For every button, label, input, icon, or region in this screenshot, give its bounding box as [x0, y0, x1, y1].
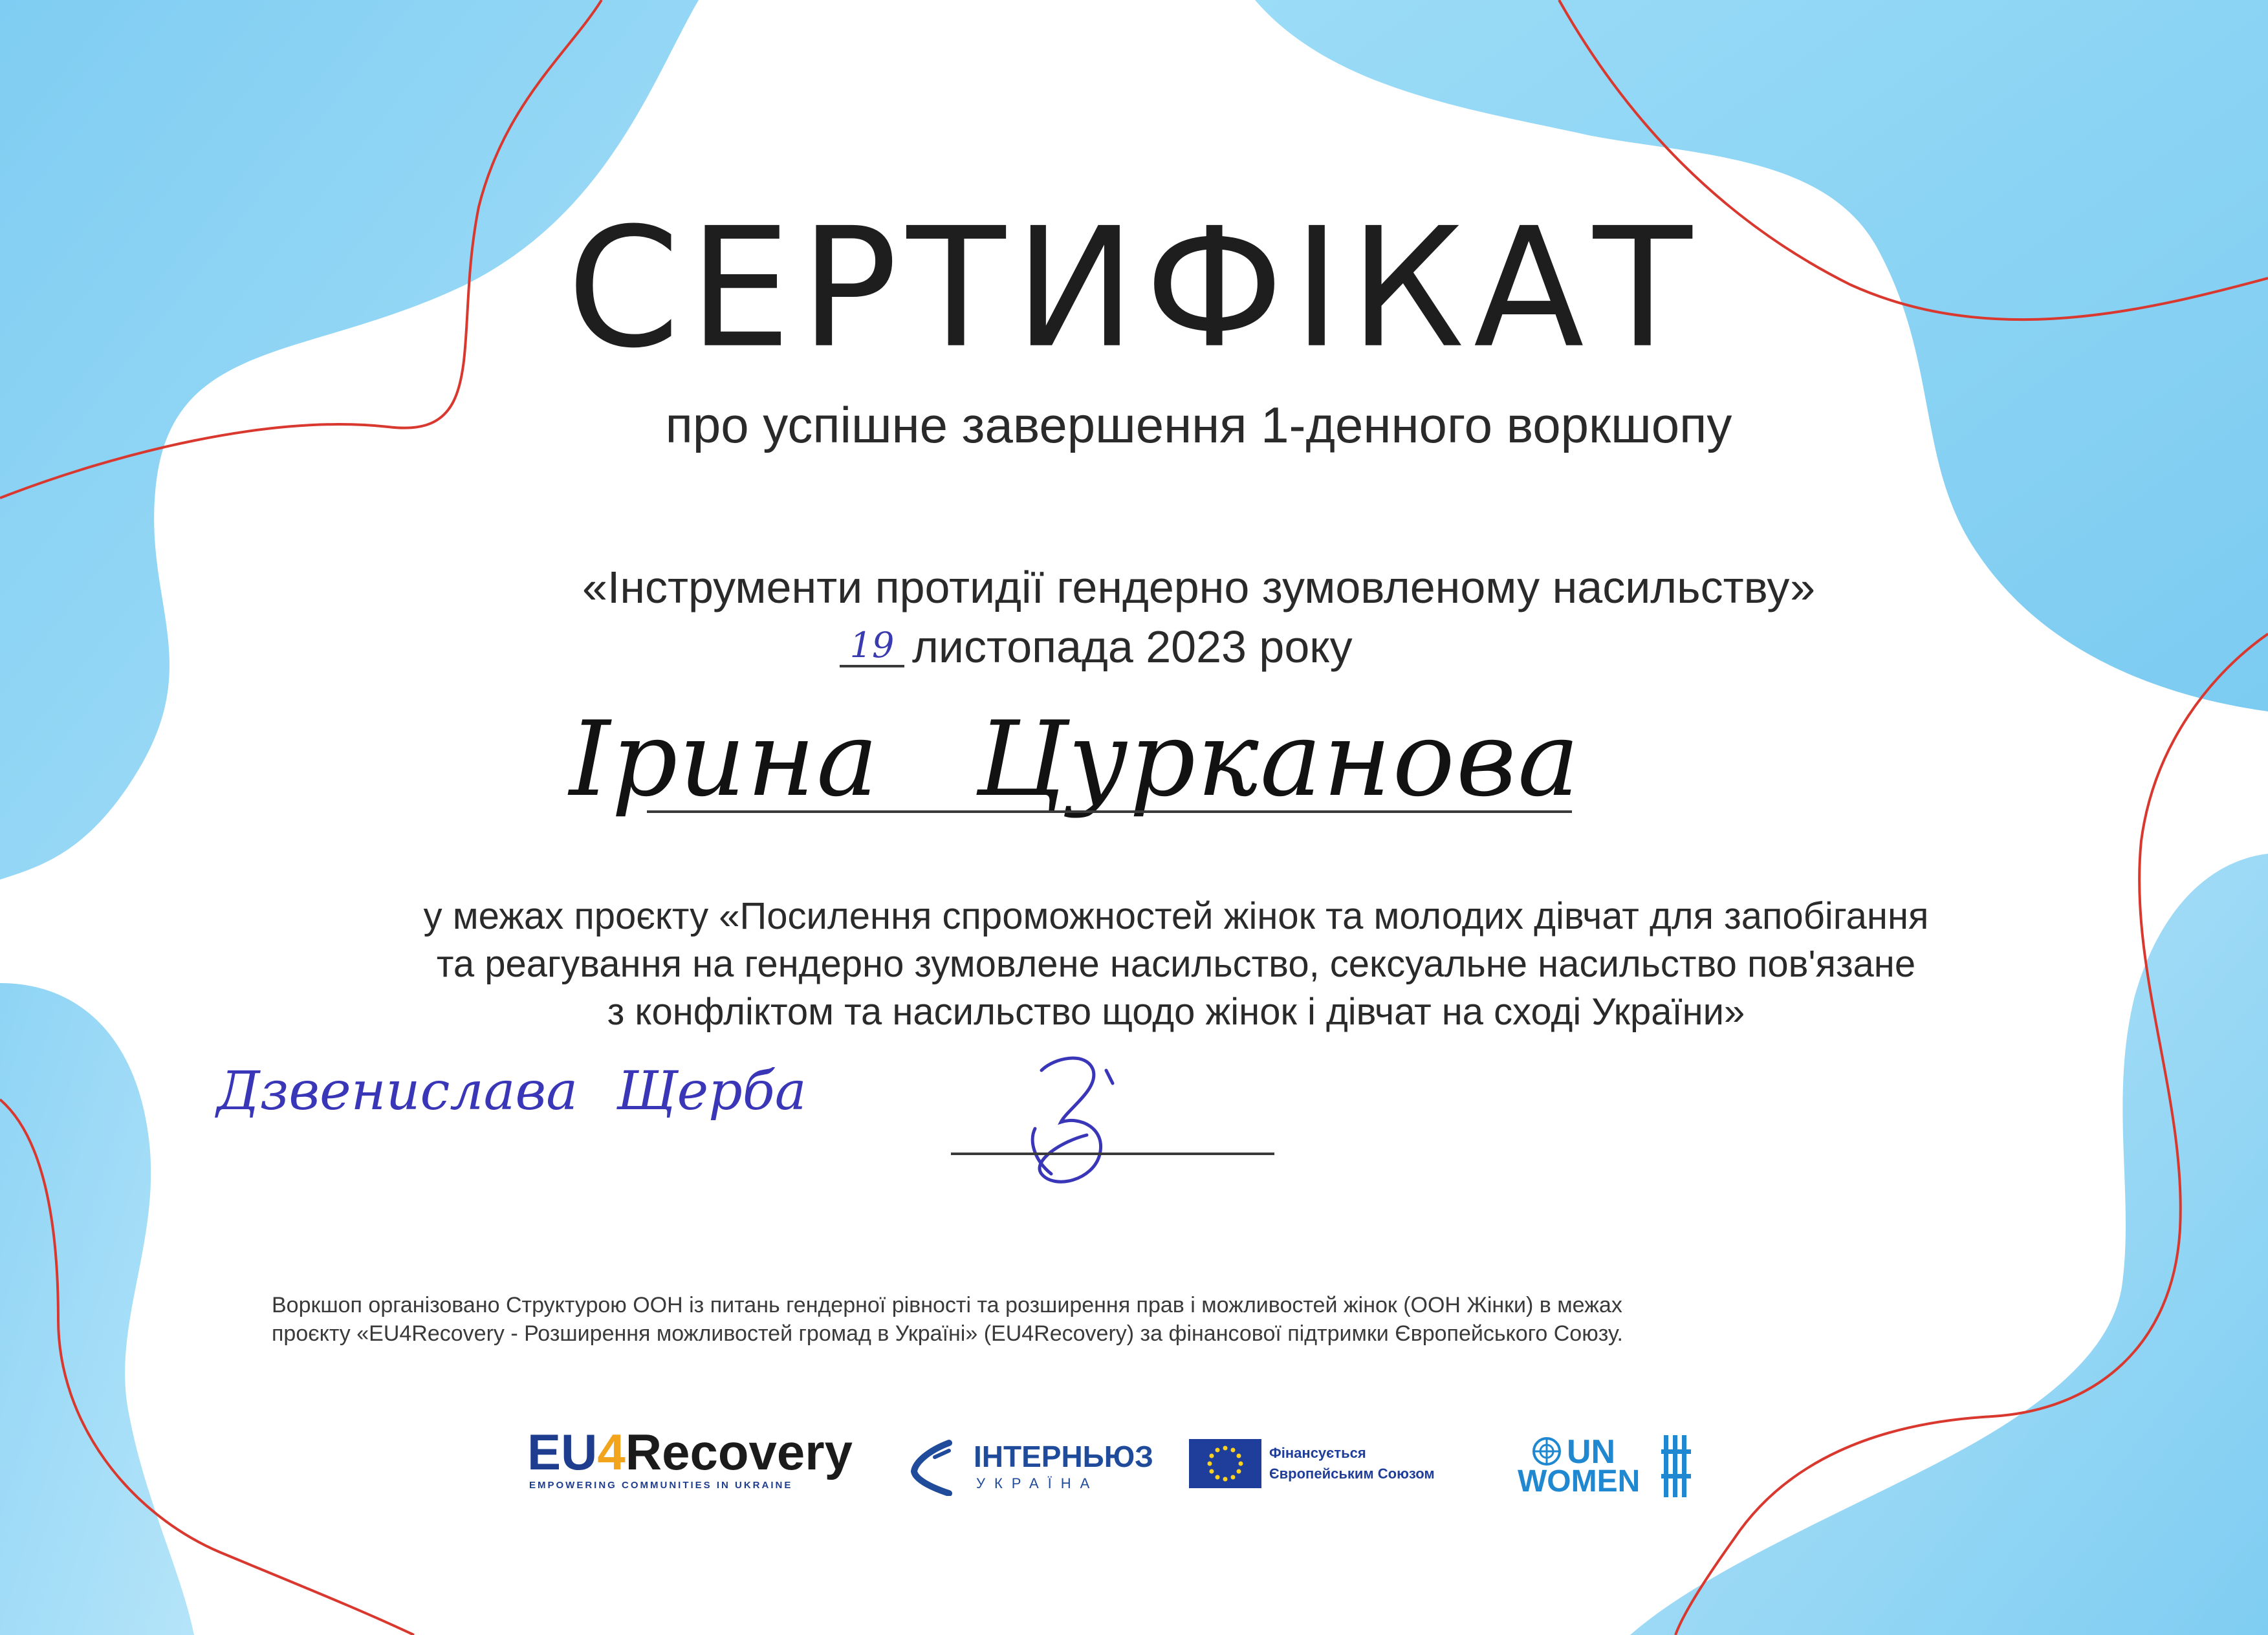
recipient-name-line [647, 810, 1572, 813]
footer-line-2: проєкту «EU4Recovery - Розширення можливостей громад в Україні» (EU4Recovery) за фінансової підтримки Європейського Союзу. [272, 1321, 1623, 1346]
internews-country: УКРАЇНА [976, 1475, 1099, 1491]
partner-logos [0, 1426, 2268, 1517]
un-emblem-icon [1531, 1435, 1563, 1467]
eu-flag-icon [1189, 1439, 1261, 1488]
project-line-3: з конфліктом та насильство щодо жінок і дівчат на сході України» [607, 991, 1745, 1033]
workshop-date [840, 621, 1353, 673]
unwomen-logo [1518, 1433, 1699, 1504]
internews-logo [909, 1438, 1153, 1502]
footer-line-1: Воркшоп організовано Структурою ООН із питань гендерної рівності та розширення прав і можливостей жінок (ООН Жінки) в межах [272, 1293, 1622, 1317]
unwomen-equality-icon [1661, 1435, 1691, 1497]
unwomen-women-text: WOMEN [1518, 1464, 1641, 1499]
handwritten-signature [1016, 1045, 1132, 1193]
recipient-name-handwritten [569, 698, 1580, 819]
internews-name: ІНТЕРНЬЮЗ [974, 1440, 1153, 1473]
internews-mark-icon [909, 1438, 954, 1496]
recipient-first-name: Ірина [569, 698, 880, 819]
project-line-2: та реагування на гендерно зумовлене насильство, сексуальне насильство пов'язане [436, 943, 1916, 985]
shape-bottom-left [0, 983, 194, 1635]
signatory-name-handwritten [217, 1061, 807, 1122]
recipient-last-name: Цурканова [976, 698, 1581, 819]
project-line-1: у межах проєкту «Посилення спроможностей жінок та молодих дівчат для запобігання [423, 895, 1929, 937]
signatory-last-name: Щерба [616, 1061, 807, 1122]
certificate-subtitle: про успішне завершення 1-денного воркшопу [665, 396, 1732, 453]
project-description [0, 893, 2268, 1036]
certificate-title: СЕРТИФІКАТ [567, 192, 1701, 384]
signature-line [951, 1153, 1274, 1155]
footer-note [272, 1291, 1623, 1348]
signatory-first-name: Дзвенислава [217, 1061, 578, 1122]
date-month-year: листопада 2023 року [912, 622, 1353, 672]
eu4recovery-tagline: EMPOWERING COMMUNITIES IN UKRAINE [529, 1480, 793, 1491]
workshop-name: «Інструменти протидії гендерно зумовленому насильству» [582, 562, 1816, 612]
eu4recovery-logo: EU4Recovery [527, 1424, 853, 1480]
date-day-handwritten: 19 [840, 626, 904, 667]
unwomen-un-text: UN [1567, 1433, 1616, 1471]
eu-funded-text: Фінансується Європейським Союзом [1269, 1445, 1435, 1482]
